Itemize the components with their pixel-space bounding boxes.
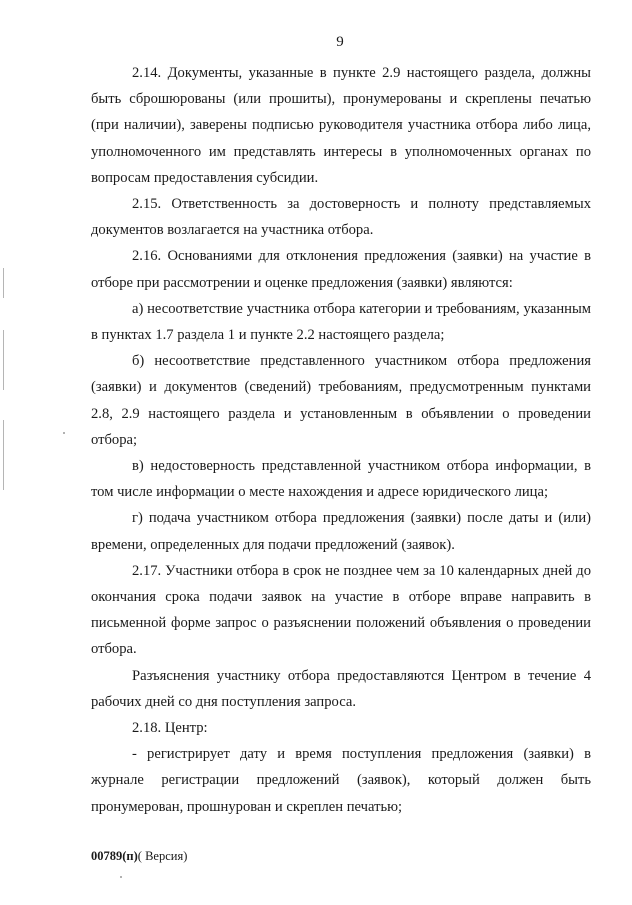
scan-artifact [3, 268, 4, 298]
paragraph-2-16-b: б) несоответствие представленного участником отбора предложения (заявки) и документов (сведений) требованиям, предусмотренным пунктами 2.8, 2.9 настоящего раздела и установленным в объявлении о проведении отбора; [91, 353, 591, 448]
paragraph-2-18-item: - регистрирует дату и время поступления предложения (заявки) в журнале регистрации предложений (заявок), который должен быть пронумерован, прошнурован и скреплен печатью; [91, 746, 591, 815]
paragraph-2-16: 2.16. Основаниями для отклонения предложения (заявки) на участие в отборе при рассмотрении и оценке предложения (заявки) являются: [91, 248, 591, 291]
document-footer [91, 849, 187, 864]
document-version: ( Версия) [137, 849, 188, 863]
paragraph-clarifications: Разъяснения участнику отбора предоставляются Центром в течение 4 рабочих дней со дня поступления запроса. [91, 667, 591, 710]
document-code: 00789(п) [91, 849, 138, 863]
paragraph-2-16-g: г) подача участником отбора предложения (заявки) после даты и (или) времени, определенных для подачи предложений (заявок). [91, 510, 591, 553]
paragraph-2-14: 2.14. Документы, указанные в пункте 2.9 настоящего раздела, должны быть сброшюрованы (или прошиты), пронумерованы и скреплены печатью (при наличии), заверены подписью руководителя участника отбора либо лица, уполномоченного им представлять интересы в уполномоченных органах по вопросам предоставления субсидии. [91, 65, 591, 186]
scan-artifact [3, 420, 4, 490]
document-body [91, 60, 591, 820]
page-number: 9 [336, 34, 344, 50]
scan-artifact [63, 432, 65, 434]
scan-artifact [120, 876, 122, 878]
paragraph-2-15: 2.15. Ответственность за достоверность и полноту представляемых документов возлагается на участника отбора. [91, 196, 591, 239]
paragraph-2-16-v: в) недостоверность представленной участником отбора информации, в том числе информации о месте нахождения и адресе юридического лица; [91, 458, 591, 501]
scan-artifact [3, 330, 4, 390]
paragraph-2-16-a: а) несоответствие участника отбора категории и требованиям, указанным в пунктах 1.7 раздела 1 и пункте 2.2 настоящего раздела; [91, 300, 591, 344]
paragraph-2-18: 2.18. Центр: [132, 720, 208, 737]
paragraph-2-17: 2.17. Участники отбора в срок не позднее чем за 10 календарных дней до окончания срока подачи заявок на участие в отборе вправе направить в письменной форме запрос о разъяснении положений объявления о проведении отбора. [91, 562, 591, 658]
